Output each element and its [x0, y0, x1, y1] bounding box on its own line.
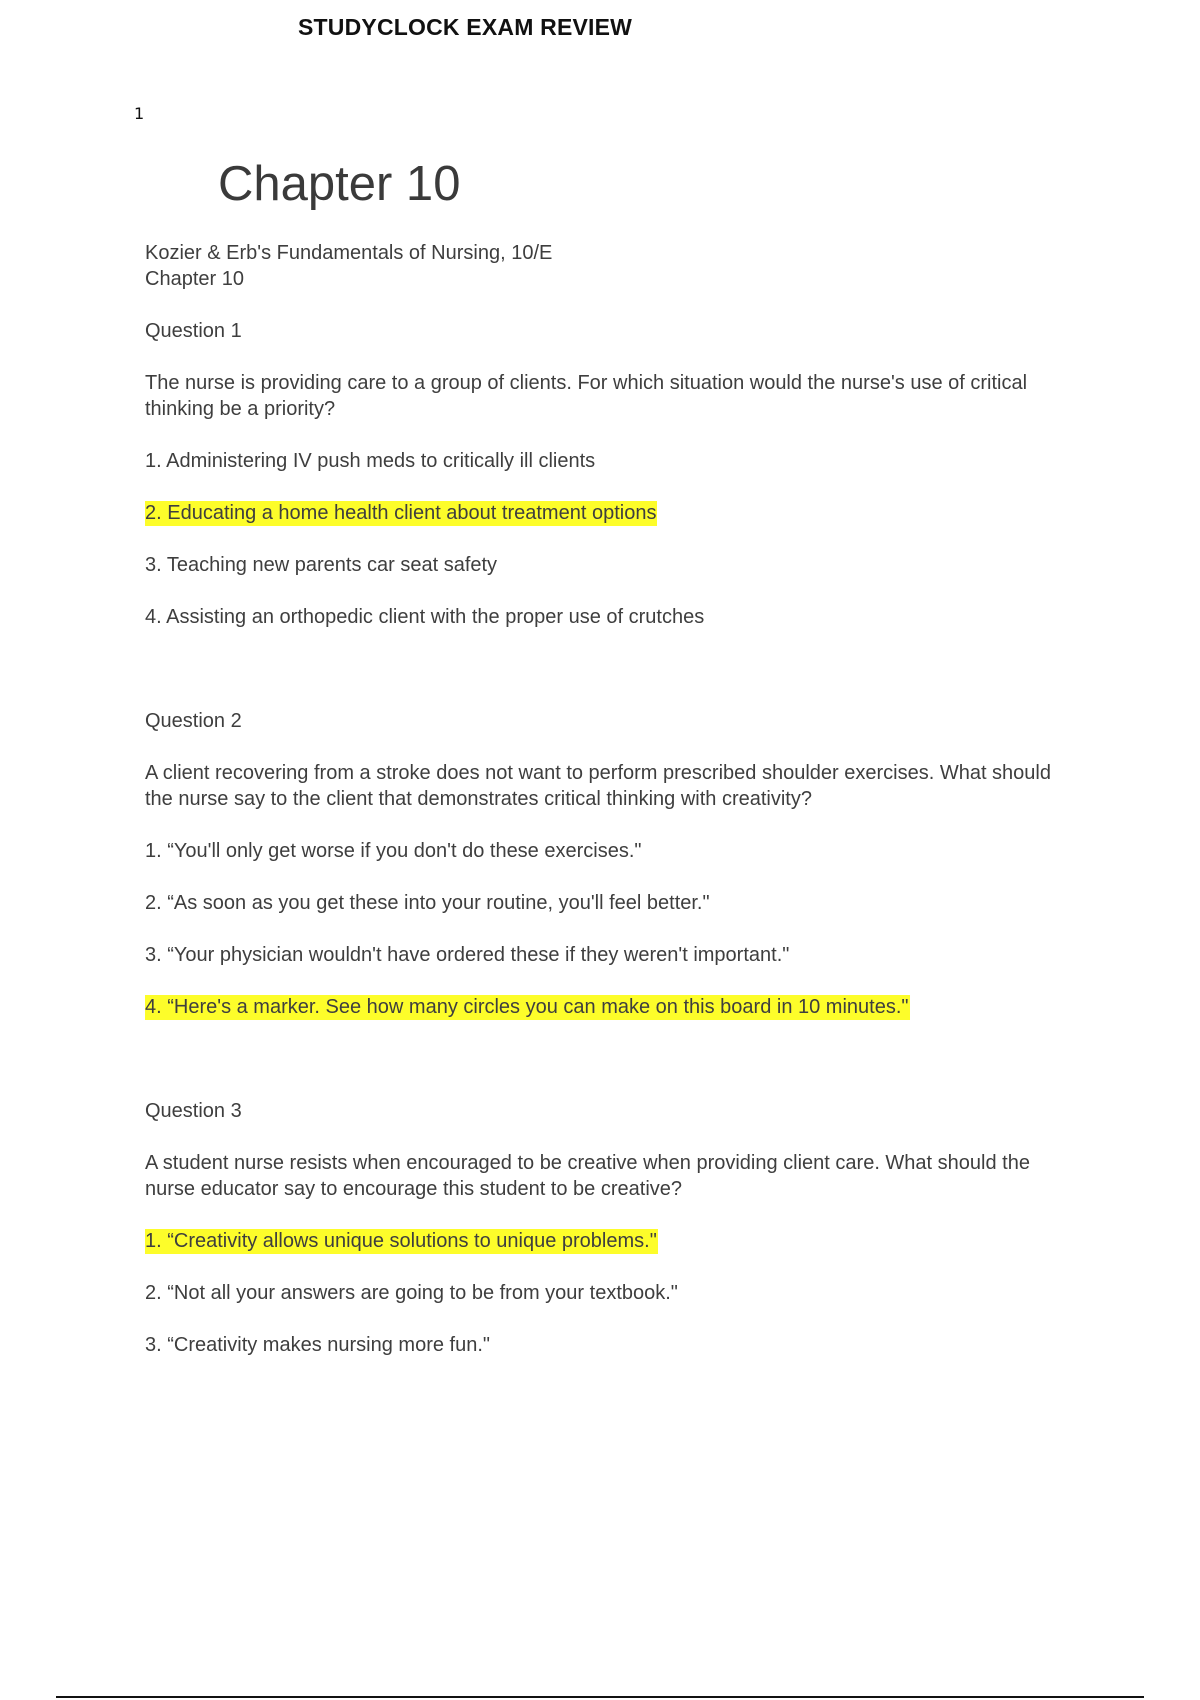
answer-option: 4. Assisting an orthopedic client with the proper use of crutches: [145, 606, 705, 628]
question-stem: A client recovering from a stroke does not want to perform prescribed shoulder exercises. What should the nurse say to the client that demonstrates critical thinking with creativity?: [145, 762, 1051, 810]
question-label: Question 2: [145, 710, 242, 732]
question-stem: The nurse is providing care to a group of clients. For which situation would the nurse's use of critical thinking be a priority?: [145, 372, 1028, 420]
answer-option-highlighted: 1. “Creativity allows unique solutions to unique problems.": [145, 1230, 657, 1252]
book-title: Kozier & Erb's Fundamentals of Nursing, 10/E: [145, 242, 553, 264]
book-chapter: Chapter 10: [145, 268, 244, 290]
answer-option: 2. “Not all your answers are going to be from your textbook.": [145, 1282, 678, 1304]
question-spacer: [145, 630, 1075, 682]
question-3: [145, 1098, 1075, 1358]
answer-option: 3. “Creativity makes nursing more fun.": [145, 1334, 490, 1356]
question-spacer: [145, 1020, 1075, 1072]
answer-option: 1. Administering IV push meds to critically ill clients: [145, 450, 596, 472]
page-number: 1: [134, 104, 145, 123]
question-label: Question 3: [145, 1100, 242, 1122]
answer-option: 2. “As soon as you get these into your routine, you'll feel better.": [145, 892, 710, 914]
book-reference: [145, 240, 1075, 292]
question-2: [145, 708, 1075, 1020]
answer-option: 1. “You'll only get worse if you don't do these exercises.": [145, 840, 642, 862]
chapter-heading: Chapter 10: [218, 157, 461, 211]
answer-option-highlighted: 2. Educating a home health client about treatment options: [145, 502, 657, 524]
answer-option: 3. Teaching new parents car seat safety: [145, 554, 498, 576]
question-label: Question 1: [145, 320, 242, 342]
answer-option-highlighted: 4. “Here's a marker. See how many circles you can make on this board in 10 minutes.": [145, 996, 909, 1018]
question-1: [145, 318, 1075, 630]
answer-option: 3. “Your physician wouldn't have ordered these if they weren't important.": [145, 944, 790, 966]
bottom-rule: [56, 1696, 1144, 1698]
header-title: STUDYCLOCK EXAM REVIEW: [298, 14, 633, 40]
document-content: [145, 240, 1075, 1358]
question-stem: A student nurse resists when encouraged to be creative when providing client care. What should the nurse educator say to encourage this student to be creative?: [145, 1152, 1030, 1200]
